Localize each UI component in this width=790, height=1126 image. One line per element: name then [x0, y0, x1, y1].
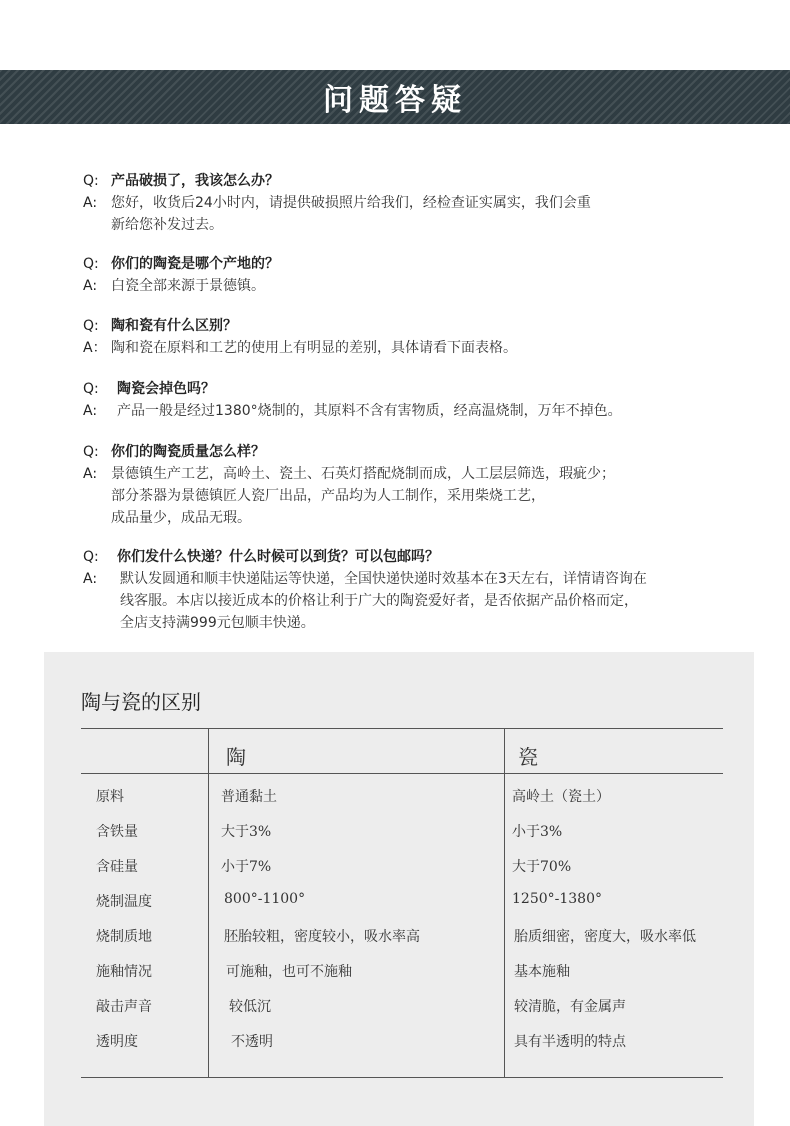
question-label: Q:: [83, 173, 99, 189]
question: [83, 315, 763, 337]
ci-value: 1250°-1380°: [512, 891, 602, 907]
comparison-panel: [44, 652, 754, 1126]
table-row: [81, 953, 723, 988]
tao-value: 大于3%: [221, 824, 272, 840]
comparison-table: [81, 728, 723, 1078]
ci-value: 胎质细密，密度大，吸水率低: [514, 929, 696, 945]
question: [83, 441, 763, 463]
answer-continued: 线客服。本店以接近成本的价格让利于广大的陶瓷爱好者，是否依据产品价格而定，: [120, 593, 638, 609]
answer-label: A:: [83, 278, 98, 294]
answer-label: A：: [83, 340, 107, 356]
answer-text: 您好，收货后24小时内，请提供破损照片给我们，经检查证实属实，我们会重: [111, 195, 591, 211]
tao-value: 800°-1100°: [224, 891, 306, 907]
answer: [83, 463, 763, 485]
answer-label: A:: [83, 195, 98, 211]
question-text: 陶瓷会掉色吗？: [117, 381, 215, 397]
qa-item: [83, 546, 763, 634]
ci-value: 小于3%: [512, 824, 563, 840]
question-label: Q:: [83, 256, 99, 272]
row-label: 敲击声音: [96, 999, 152, 1015]
qa-item: [83, 378, 763, 422]
answer: [83, 400, 763, 422]
question: [83, 546, 763, 568]
answer-label: A:: [83, 403, 98, 419]
table-row: [81, 988, 723, 1023]
answer-continued: 部分茶器为景德镇匠人瓷厂出品，产品均为人工制作，采用柴烧工艺，: [111, 488, 545, 504]
section-banner: [0, 70, 790, 124]
answer-continued: 新给您补发过去。: [111, 217, 223, 233]
table-row: [81, 918, 723, 953]
answer-continued: 成品量少，成品无瑕。: [111, 510, 251, 526]
tao-value: 普通黏土: [221, 789, 277, 805]
question-text: 产品破损了，我该怎么办？: [111, 173, 279, 189]
table-row: [81, 813, 723, 848]
ci-value: 高岭土（瓷土）: [512, 789, 610, 805]
tao-value: 胚胎较粗，密度较小，吸水率高: [224, 929, 420, 945]
table-row: [81, 1023, 723, 1058]
row-label: 原料: [96, 789, 124, 805]
question-text: 你们的陶瓷是哪个产地的？: [111, 256, 279, 272]
question: [83, 253, 763, 275]
answer: [83, 568, 763, 590]
question-label: Q:: [83, 318, 99, 334]
banner-title: 问题答疑: [323, 83, 467, 118]
row-label: 施釉情况: [96, 964, 152, 980]
ci-value: 具有半透明的特点: [514, 1034, 626, 1050]
table-row: [81, 883, 723, 918]
question: [83, 170, 763, 192]
answer: [83, 275, 763, 297]
tao-value: 较低沉: [229, 999, 271, 1015]
row-label: 含硅量: [96, 859, 138, 875]
row-label: 透明度: [96, 1034, 138, 1050]
answer-text: 白瓷全部来源于景德镇。: [111, 278, 265, 294]
answer-continued: 全店支持满999元包顺丰快递。: [120, 615, 315, 631]
answer: [83, 192, 763, 214]
question: [83, 378, 763, 400]
question-text: 你们的陶瓷质量怎么样？: [111, 444, 265, 460]
row-label: 烧制质地: [96, 929, 152, 945]
table-header-divider: [81, 773, 723, 774]
tao-value: 小于7%: [221, 859, 272, 875]
qa-item: [83, 170, 763, 236]
answer-text: 默认发圆通和顺丰快递陆运等快递，全国快递快递时效基本在3天左右，详情请咨询在: [120, 571, 647, 587]
question-label: Q:: [83, 444, 99, 460]
answer-text: 陶和瓷在原料和工艺的使用上有明显的差别，具体请看下面表格。: [111, 340, 517, 356]
ci-value: 较清脆，有金属声: [514, 999, 626, 1015]
question-text: 陶和瓷有什么区别？: [111, 318, 237, 334]
question-text: 你们发什么快递？什么时候可以到货？可以包邮吗？: [117, 549, 439, 565]
tao-value: 可施釉，也可不施釉: [226, 964, 352, 980]
question-label: Q:: [83, 381, 99, 397]
table-top-border: [81, 728, 723, 729]
header-ci: 瓷: [518, 745, 538, 769]
answer-label: A:: [83, 466, 98, 482]
row-label: 烧制温度: [96, 894, 152, 910]
qa-item: [83, 441, 763, 529]
answer-label: A:: [83, 571, 98, 587]
answer: [83, 337, 763, 359]
qa-item: [83, 253, 763, 297]
ci-value: 大于70%: [512, 859, 572, 875]
qa-item: [83, 315, 763, 359]
row-label: 含铁量: [96, 824, 138, 840]
answer-text: 景德镇生产工艺，高岭土、瓷土、石英灯搭配烧制而成，人工层层筛选，瑕疵少；: [111, 466, 615, 482]
question-label: Q:: [83, 549, 99, 565]
comparison-title: 陶与瓷的区别: [81, 690, 201, 714]
table-row: [81, 778, 723, 813]
answer-text: 产品一般是经过1380°烧制的，其原料不含有害物质，经高温烧制，万年不掉色。: [117, 403, 622, 419]
header-tao: 陶: [226, 745, 246, 769]
tao-value: 不透明: [231, 1034, 273, 1050]
table-row: [81, 848, 723, 883]
ci-value: 基本施釉: [514, 964, 570, 980]
table-bottom-border: [81, 1077, 723, 1078]
